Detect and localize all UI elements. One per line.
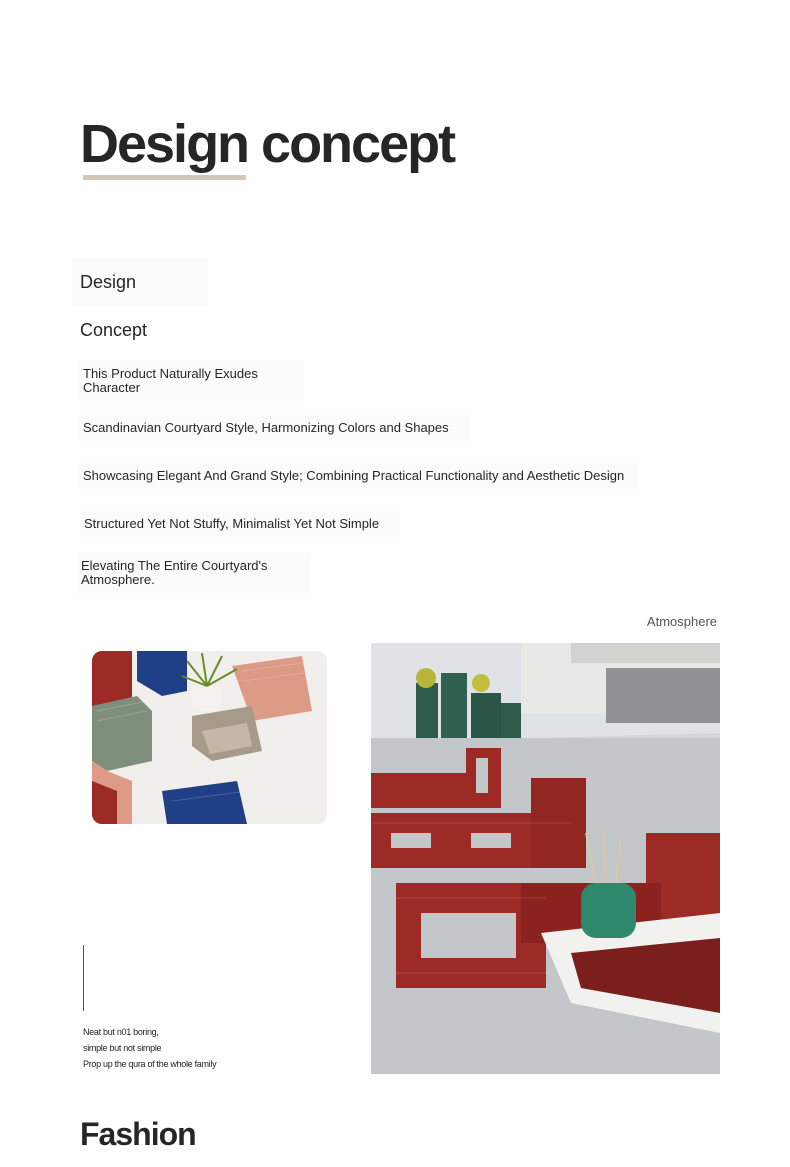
fashion-heading: Fashion xyxy=(80,1116,196,1152)
atmosphere-caption: Atmosphere xyxy=(646,614,717,629)
concept-line-5: Elevating The Entire Courtyard's Atmosphere. xyxy=(77,553,311,593)
concept-line-4: Structured Yet Not Stuffy, Minimalist Yet Not Simple xyxy=(80,511,400,537)
concept-line-2: Scandinavian Courtyard Style, Harmonizing Colors and Shapes xyxy=(79,415,471,441)
concept-line-3: Showcasing Elegant And Grand Style; Combining Practical Functionality and Aesthetic Design xyxy=(79,463,639,489)
courtyard-atmosphere-photo xyxy=(371,643,720,1074)
page-title: Design concept xyxy=(80,114,455,174)
small-text-line-1: Neat but n01 boring, xyxy=(83,1027,159,1037)
small-text-line-3: Prop up the qura of the whole family xyxy=(83,1059,217,1069)
title-underline xyxy=(83,175,246,180)
small-text-line-2: simple but not simple xyxy=(83,1043,162,1053)
vertical-divider xyxy=(83,945,84,1011)
concept-line-1: This Product Naturally Exudes Character xyxy=(79,361,304,401)
product-photo-colorful-seats xyxy=(92,651,327,824)
section-subtitle: Design Concept xyxy=(72,258,208,306)
